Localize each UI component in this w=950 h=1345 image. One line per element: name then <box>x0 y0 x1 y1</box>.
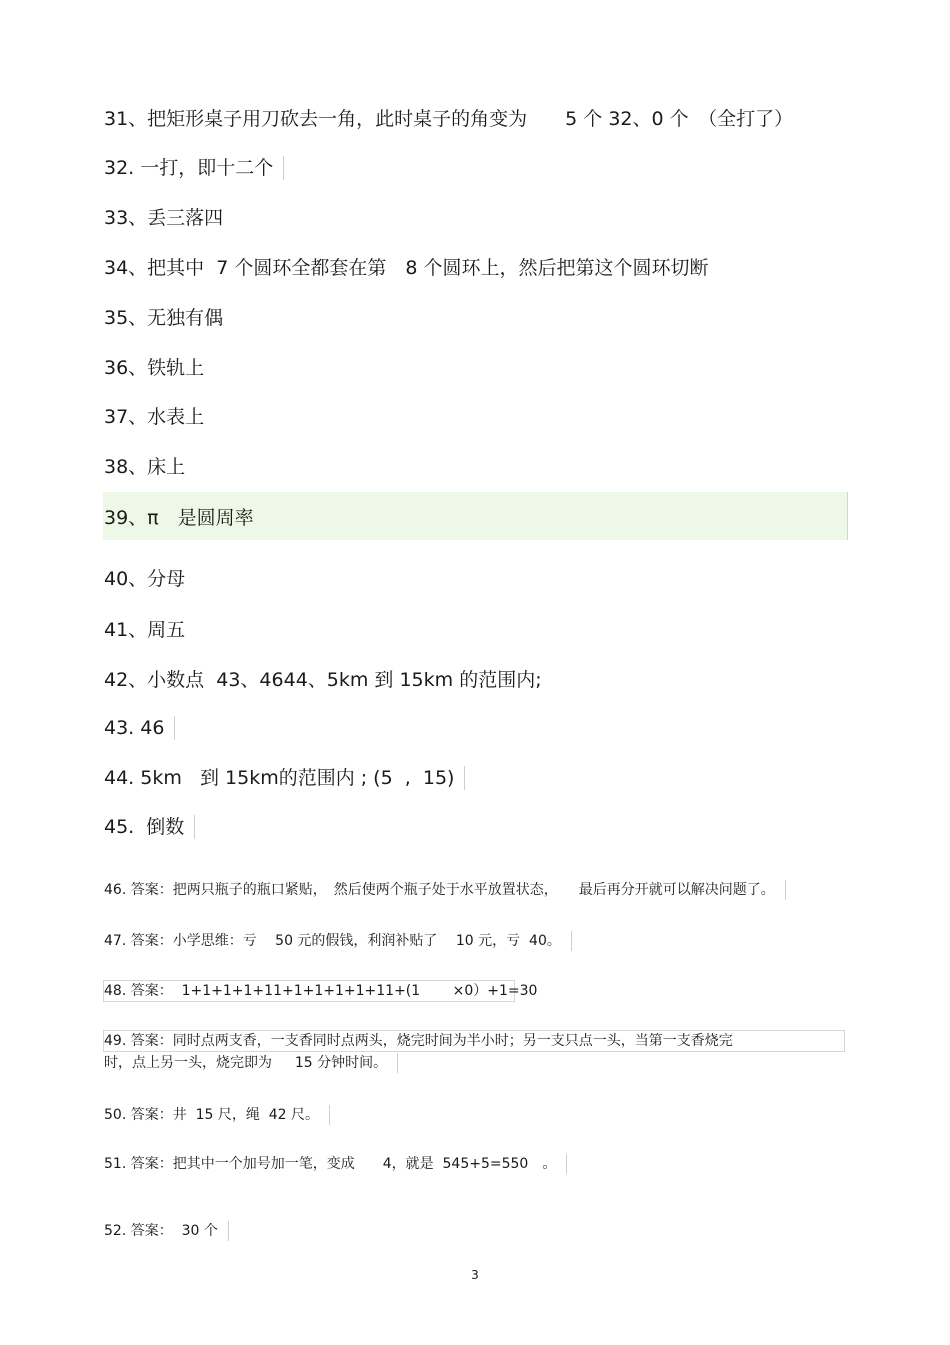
answer-32: 32. 一打，即十二个 <box>104 156 284 180</box>
answer-35: 35、无独有偶 <box>104 307 224 329</box>
page-number: 3 <box>471 1268 479 1282</box>
answer-40: 40、分母 <box>104 568 186 590</box>
answer-49-line-2: 时，点上另一头，烧完即为 15 分钟时间。 <box>104 1053 398 1073</box>
answer-50: 50. 答案：井 15 尺，绳 42 尺。 <box>104 1105 330 1125</box>
answer-49-line-1: 49. 答案：同时点两支香，一支香同时点两头，烧完时间为半小时；另一支只点一头，当第一支香烧完 <box>103 1030 845 1052</box>
answer-51: 51. 答案：把其中一个加号加一笔，变成 4，就是 545+5=550 。 <box>104 1154 567 1174</box>
answer-45: 45. 倒数 <box>104 815 195 839</box>
answer-39: 39、π 是圆周率 <box>104 507 254 529</box>
answer-46: 46. 答案：把两只瓶子的瓶口紧贴， 然后使两个瓶子处于水平放置状态， 最后再分开就可以解决问题了。 <box>104 880 786 900</box>
answer-31: 31、把矩形桌子用刀砍去一角，此时桌子的角变为 5 个 32、0 个 （全打了） <box>104 108 794 130</box>
answer-41: 41、周五 <box>104 619 186 641</box>
answer-33: 33、丢三落四 <box>104 207 224 229</box>
answer-34: 34、把其中 7 个圆环全都套在第 8 个圆环上，然后把第这个圆环切断 <box>104 257 709 279</box>
answer-48: 48. 答案： 1+1+1+1+11+1+1+1+1+11+(1 ×0）+1=30 <box>103 980 515 1002</box>
answer-44: 44. 5km 到 15km的范围内 ; (5 , 15) <box>104 766 465 790</box>
answer-37: 37、水表上 <box>104 406 205 428</box>
answer-43: 43. 46 <box>104 716 175 740</box>
answer-38: 38、床上 <box>104 456 186 478</box>
answer-47: 47. 答案：小学思维：亏 50 元的假钱，利润补贴了 10 元，亏 40。 <box>104 931 572 951</box>
answer-52: 52. 答案： 30 个 <box>104 1221 229 1241</box>
answer-36: 36、铁轨上 <box>104 357 205 379</box>
answer-42: 42、小数点 43、4644、5km 到 15km 的范围内; <box>104 669 542 691</box>
